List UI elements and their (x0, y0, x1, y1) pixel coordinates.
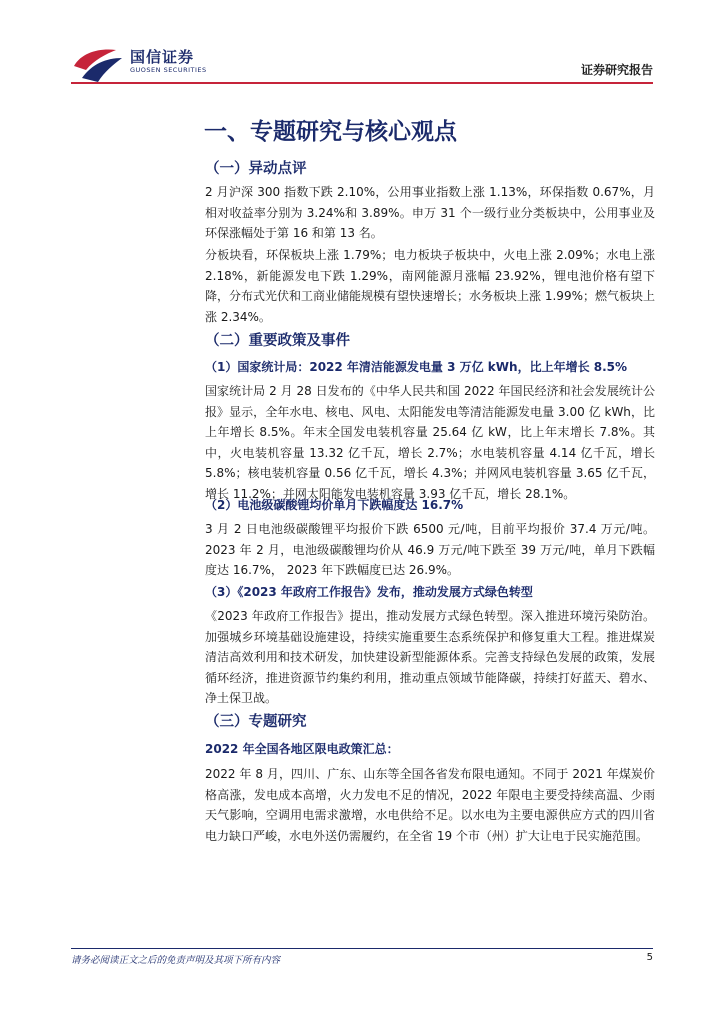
subsection-title-3: （三）专题研究 (205, 714, 307, 730)
subsection-title-1: （一）异动点评 (205, 161, 307, 177)
policy-text-3: 《2023 年政府工作报告》提出，推动发展方式绿色转型。深入推进环境污染防治。加强城乡环境基础设施建设，持续实施重要生态系统保护和修复重大工程。推进煤炭清洁高效利用和技术研发，加快建设新型能源体系。完善支持绿色发展的政策，发展循环经济，推进资源节约集约利用，推动重点领域节能降碳，持续打好蓝天、碧水、净土保卫战。 (205, 609, 655, 705)
paragraph-market-review: 2 月沪深 300 指数下跌 2.10%，公用事业指数上涨 1.13%，环保指数 0.67%，月相对收益率分别为 3.24%和 3.89%。申万 31 个一级行业分类板块中，公用事业及环保涨幅处于第 16 和第 13 名。 (205, 185, 655, 240)
research-text: 2022 年 8 月，四川、广东、山东等全国各省发布限电通知。不同于 2021 年煤炭价格高涨，发电成本高增，火力发电不足的情况，2022 年限电主要受持续高温、少雨天气影响，空调用电需求激增，水电供给不足。以水电为主要电源供应方式的四川省电力缺口严峻，水电外送仍需履约，在全省 19 个市（州）扩大让电于民实施范围。 (205, 767, 655, 843)
logo-chinese-name: 国信证券 (130, 48, 195, 66)
footer-divider (71, 948, 653, 949)
policy-heading-1: （1）国家统计局：2022 年清洁能源发电量 3 万亿 kWh，比上年增长 8.5% (205, 360, 628, 374)
section-title: 一、专题研究与核心观点 (204, 119, 457, 145)
disclaimer-note: 请务必阅读正文之后的免责声明及其项下所有内容 (71, 955, 281, 966)
guosen-logo (72, 44, 207, 84)
page-header (0, 0, 724, 84)
page-number: 5 (646, 952, 653, 963)
header-divider (71, 82, 653, 84)
research-heading: 2022 年全国各地区限电政策汇总： (205, 742, 399, 756)
policy-text-2: 3 月 2 日电池级碳酸锂平均报价下跌 6500 元/吨，目前平均报价 37.4 万元/吨。2023 年 2 月，电池级碳酸锂均价从 46.9 万元/吨下跌至 39 万元/吨，单月下跌幅度达 16.7%， 2023 年下跌幅度已达 26.9%。 (205, 522, 655, 577)
report-type-label: 证券研究报告 (580, 63, 653, 77)
subsection-title-2: （二）重要政策及事件 (205, 333, 350, 349)
policy-text-1: 国家统计局 2 月 28 日发布的《中华人民共和国 2022 年国民经济和社会发展统计公报》显示，全年水电、核电、风电、太阳能发电等清洁能源发电量 3.00 亿 kWh，比上年增长 8.5%。年末全国发电装机容量 25.64 亿 kW，比上年末增长 7.8%。其中，火电装机容量 13.32 亿千瓦，增长 2.7%；水电装机容量 4.14 亿千瓦，增长 5.8%；核电装机容量 0.56 亿千瓦，增长 4.3%；并网风电装机容量 3.65 亿千瓦，增长 11.2%；并网太阳能发电装机容量 3.93 亿千瓦，增长 28.1%。 (205, 384, 655, 501)
paragraph-sector-review: 分板块看，环保板块上涨 1.79%；电力板块子板块中，火电上涨 2.09%；水电上涨 2.18%，新能源发电下跌 1.29%，南网能源月涨幅 23.92%，锂电池价格有望下降，分布式光伏和工商业储能规模有望快速增长；水务板块上涨 1.99%；燃气板块上涨 2.34%。 (205, 248, 655, 324)
logo-english-name: GUOSEN SECURITIES (130, 66, 207, 74)
policy-heading-3: （3）《2023 年政府工作报告》发布，推动发展方式绿色转型 (205, 585, 533, 599)
guosen-logo-mark-icon (72, 44, 124, 84)
policy-heading-2: （2）电池级碳酸锂均价单月下跌幅度达 16.7% (205, 498, 464, 512)
